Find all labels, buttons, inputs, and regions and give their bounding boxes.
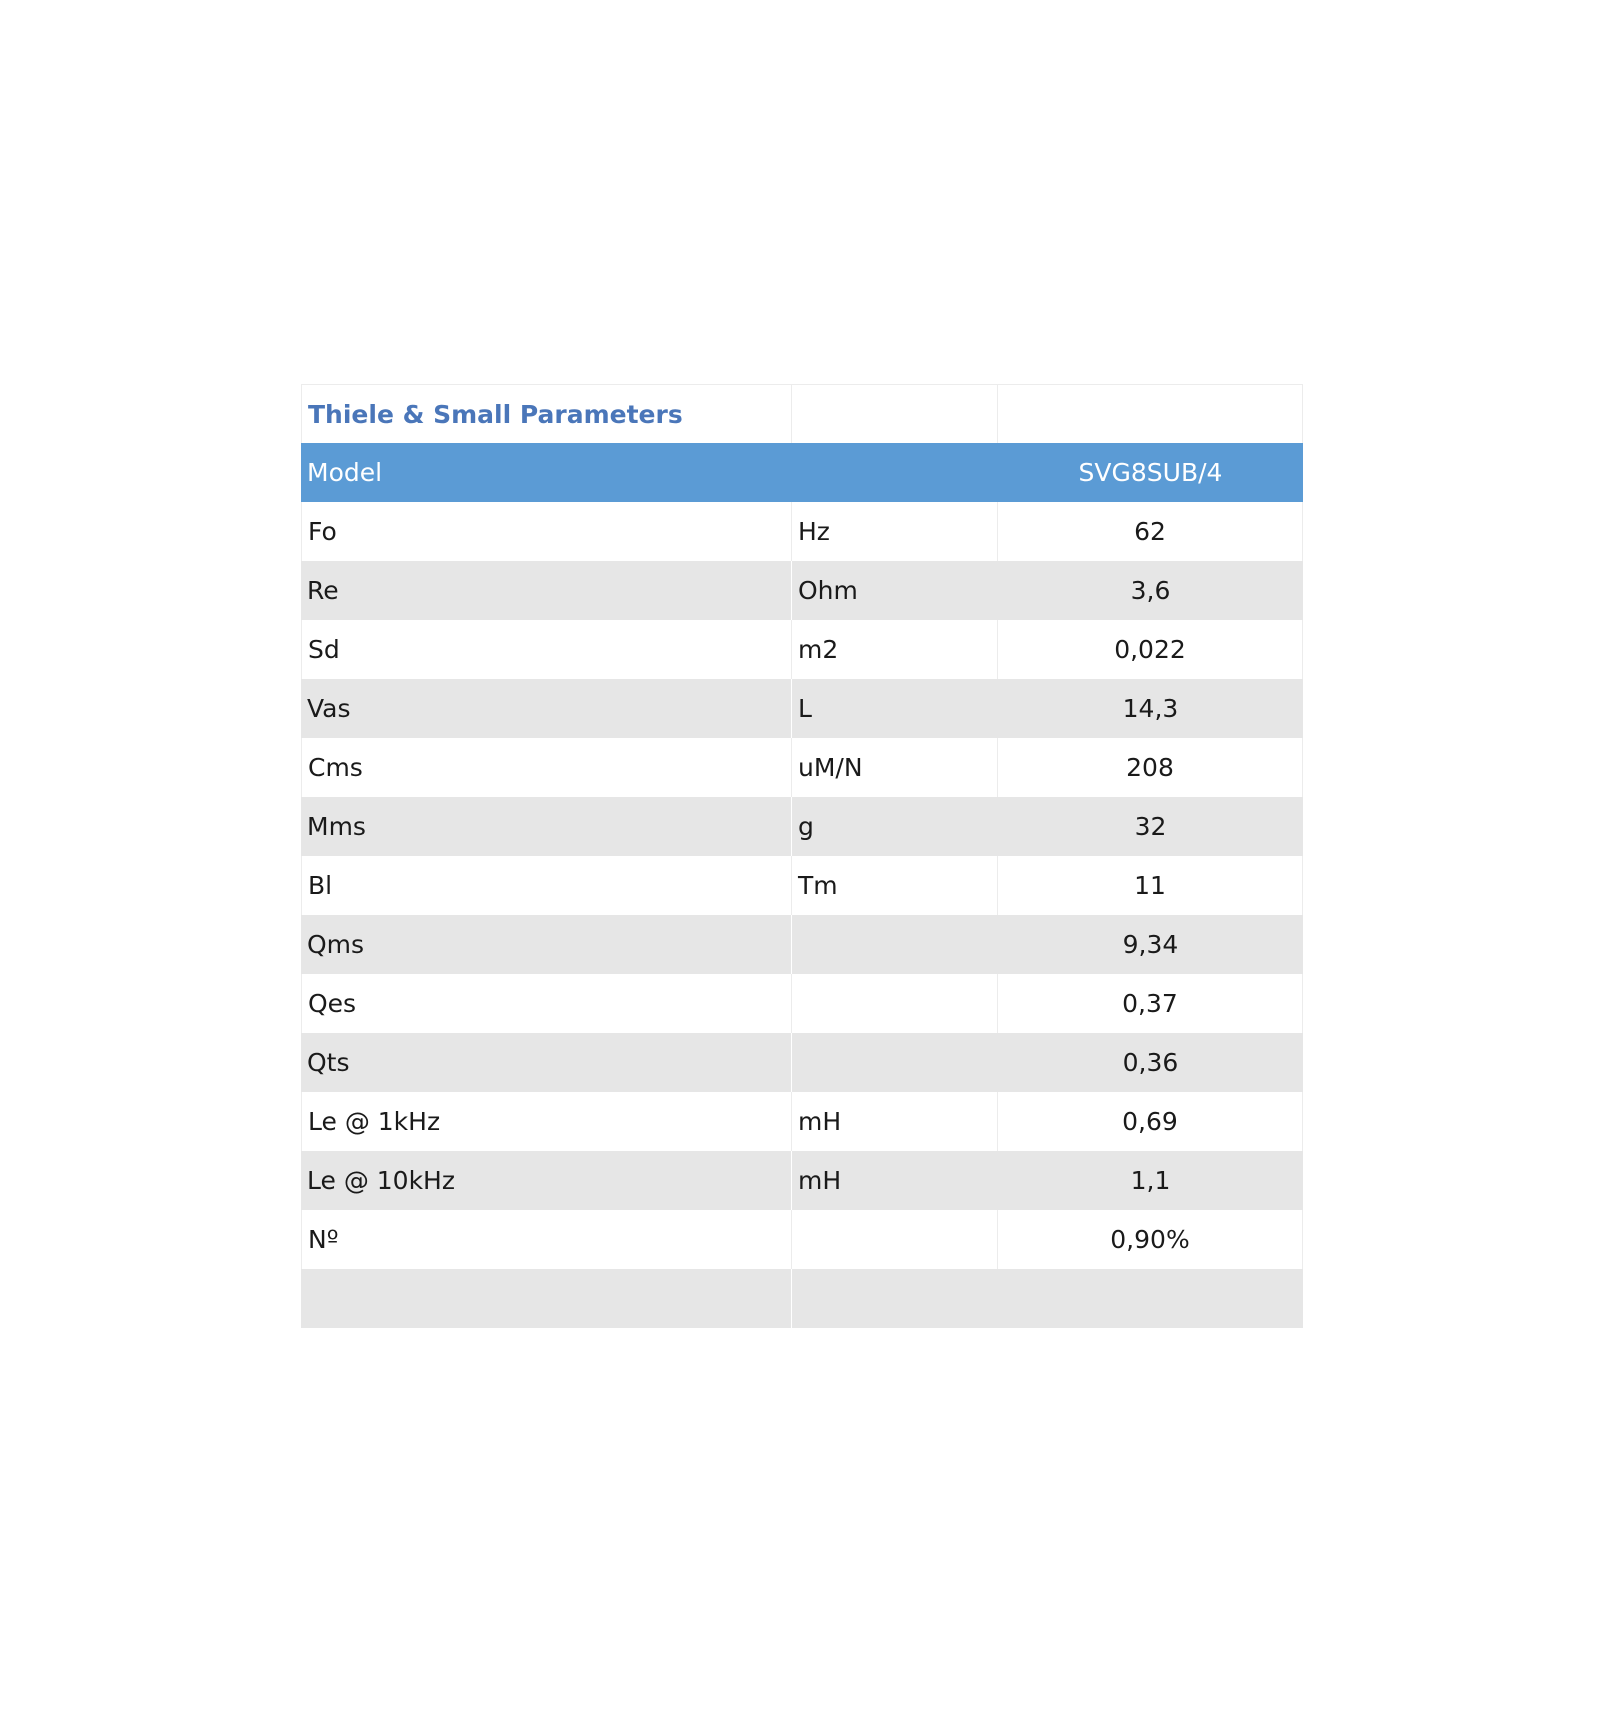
table-row [301, 915, 1303, 974]
param-name: Nº [301, 1210, 792, 1269]
table-row [301, 620, 1303, 679]
table-row [301, 1033, 1303, 1092]
param-name: Mms [301, 797, 792, 856]
param-value: 11 [998, 856, 1303, 915]
param-unit: uM/N [792, 738, 998, 797]
empty-cell [792, 384, 998, 443]
param-unit [792, 974, 998, 1033]
empty-cell [998, 384, 1303, 443]
param-value: 62 [998, 502, 1303, 561]
param-name: Fo [301, 502, 792, 561]
param-value: 14,3 [1122, 694, 1179, 723]
param-value: 3,6 [1130, 576, 1171, 605]
table-header-row [301, 443, 1303, 502]
param-value: 0,36 [1122, 1048, 1179, 1077]
table-row [301, 502, 1303, 561]
param-value: 0,90% [998, 1210, 1303, 1269]
param-value: 0,69 [998, 1092, 1303, 1151]
param-value: 0,022 [998, 620, 1303, 679]
param-name: Vas [301, 679, 792, 738]
ts-parameters-table [301, 384, 1303, 1328]
param-value: 1,1 [1130, 1166, 1171, 1195]
table-row [301, 856, 1303, 915]
param-unit: g [792, 797, 998, 856]
table-row [301, 1151, 1303, 1210]
param-unit [792, 915, 998, 974]
header-unit-cell [792, 443, 998, 502]
param-unit: Ohm [792, 561, 998, 620]
param-unit: Tm [792, 856, 998, 915]
param-unit: mH [792, 1092, 998, 1151]
param-name: Bl [301, 856, 792, 915]
param-value: 208 [998, 738, 1303, 797]
table-row [301, 797, 1303, 856]
param-unit [792, 1033, 998, 1092]
param-name: Qes [301, 974, 792, 1033]
param-unit: mH [792, 1151, 998, 1210]
table-row [301, 1092, 1303, 1151]
param-name [301, 1269, 792, 1328]
param-unit: Hz [792, 502, 998, 561]
table-title-row [301, 384, 1303, 443]
table-row [301, 1210, 1303, 1269]
table-title: Thiele & Small Parameters [308, 399, 683, 429]
param-unit [792, 1210, 998, 1269]
table-row [301, 974, 1303, 1033]
header-model-label: Model [307, 458, 383, 487]
param-value [998, 1269, 1303, 1328]
param-name: Le @ 1kHz [301, 1092, 792, 1151]
param-name: Cms [301, 738, 792, 797]
param-name: Re [301, 561, 792, 620]
table-row [301, 561, 1303, 620]
param-value: 32 [1134, 812, 1167, 841]
header-model-value: SVG8SUB/4 [1078, 458, 1223, 487]
param-value: 9,34 [1122, 930, 1179, 959]
param-name: Qts [301, 1033, 792, 1092]
table-title-cell [301, 384, 792, 443]
table-row [301, 1269, 1303, 1328]
param-unit [792, 1269, 998, 1328]
param-name: Le @ 10kHz [301, 1151, 792, 1210]
param-unit: m2 [792, 620, 998, 679]
table-row [301, 738, 1303, 797]
param-name: Qms [301, 915, 792, 974]
param-unit: L [792, 679, 998, 738]
param-name: Sd [301, 620, 792, 679]
table-row [301, 679, 1303, 738]
param-value: 0,37 [998, 974, 1303, 1033]
